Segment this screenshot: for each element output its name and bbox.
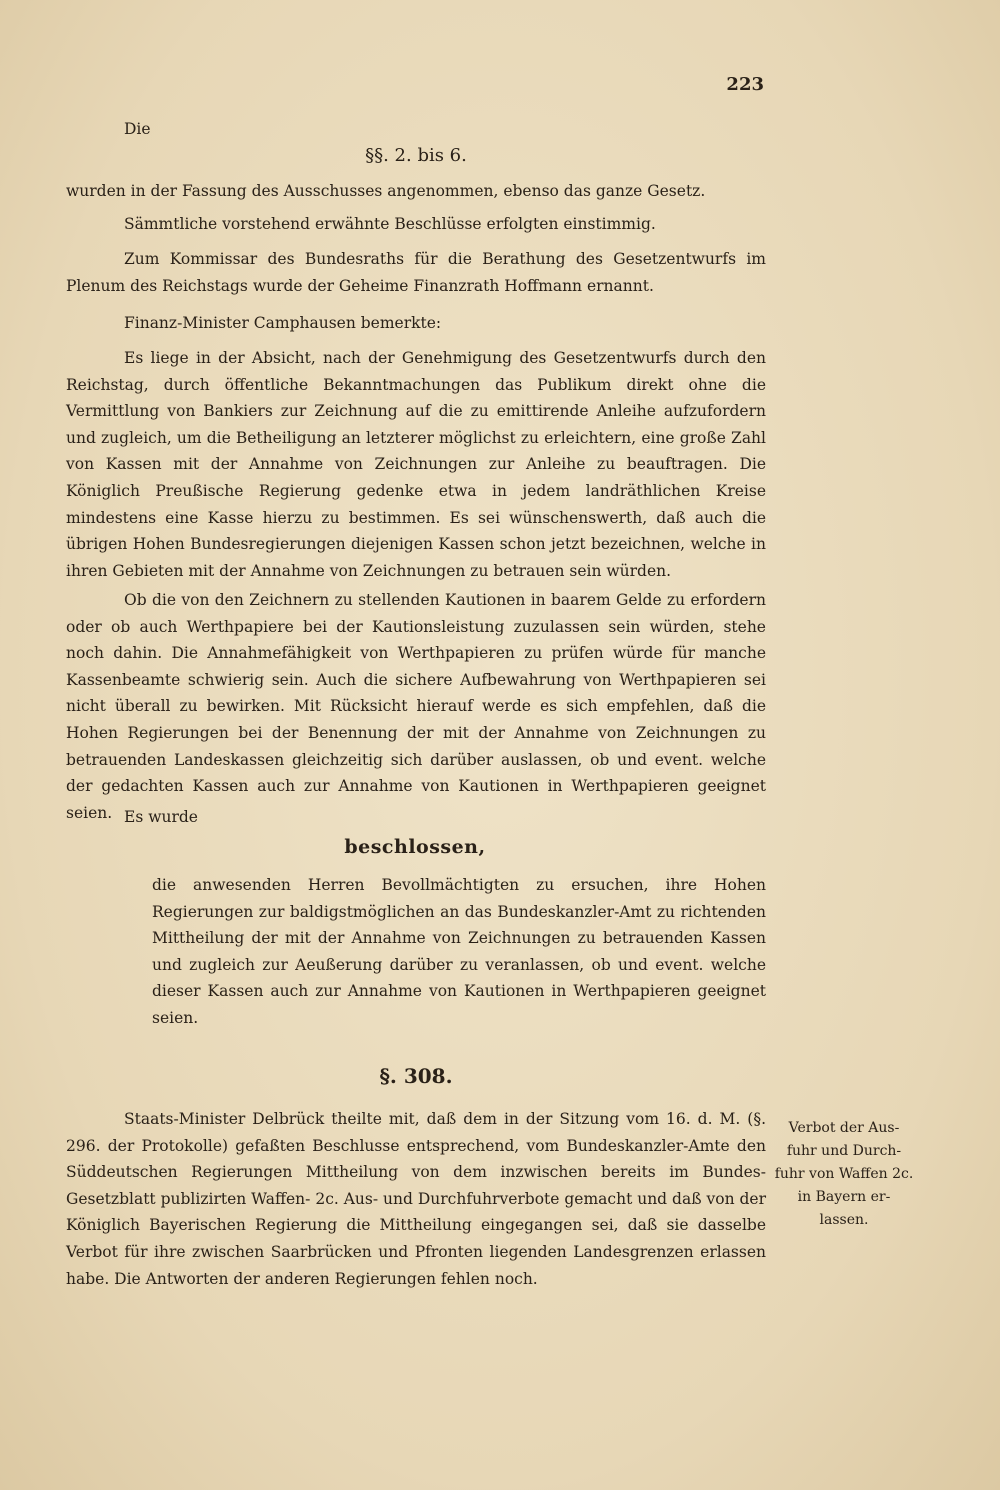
camphausen-intro: Finanz-Minister Camphausen bemerkte: (124, 314, 442, 332)
paragraph-text: Staats-Minister Delbrück theilte mit, daß dem in der Sitzung vom 16. d. M. (§. 296. der Protokolle) gefaßten Beschlusse entsprechend, vom Bundeskanzler-Amte den Süddeutschen Regierungen Mittheilung von dem inzwischen bereits im Bundes-Gesetzblatt publizirten Waffen- 2c. Aus- und Durchfuhrverbote gemacht und daß von der Königlich Bayerischen Regierung die Mittheilung eingegangen sei, daß sie dasselbe Verbot für ihre zwischen Saarbrücken und Pfronten liegenden Landesgrenzen erlassen habe. Die Antworten der anderen Regierungen fehlen noch. (66, 1110, 766, 1288)
resolution-text (152, 872, 766, 1032)
paragraph-text: Zum Kommissar des Bundesraths für die Berathung des Gesetzentwurfs im Plenum des Reichstags wurde der Geheime Finanzrath Hoffmann ernannt. (66, 250, 766, 295)
paragraph-text: Ob die von den Zeichnern zu stellenden Kautionen in baarem Gelde zu erfordern oder ob auch Werthpapiere bei der Kautionsleistung zuzulassen sein würden, stehe noch dahin. Die Annahmefähigkeit von Werthpapieren zu prüfen würde für manche Kassenbeamte schwierig sein. Auch die sichere Aufbewahrung von Werthpapieren sei nicht überall zu bewirken. Mit Rücksicht hierauf werde es sich empfehlen, daß die Hohen Regierungen bei der Benennung der mit der Annahme von Zeichnungen zu betrauenden Landeskassen gleichzeitig sich darüber auslassen, ob und event. welche der gedachten Kassen auch zur Annahme von Kautionen in Werthpapieren geeignet seien. (66, 591, 766, 822)
text-line: wurden in der Fassung des Ausschusses angenommen, ebenso das ganze Gesetz. (66, 182, 706, 200)
margin-note (774, 1117, 914, 1232)
page-number: 223 (726, 74, 764, 95)
kommissar-paragraph (66, 246, 766, 299)
margin-note-text: Verbot der Aus-fuhr und Durch-fuhr von Waffen 2c. in Bayern er-lassen. (774, 1120, 914, 1228)
paragraph-text: Es liege in der Absicht, nach der Genehmigung des Gesetzentwurfs durch den Reichstag, durch öffentliche Bekanntmachungen das Publikum direkt ohne die Vermittlung von Bankiers zur Zeichnung auf die zu emittirende Anleihe aufzufordern und zugleich, um die Betheiligung an letzterer möglichst zu erleichtern, eine große Zahl von Kassen mit der Annahme von Zeichnungen zur Anleihe zu beauftragen. Die Königlich Preußische Regierung gedenke etwa in jedem landräthlichen Kreise mindestens eine Kasse hierzu zu bestimmen. Es sei wünschenswerth, daß auch die übrigen Hohen Bundesregierungen diejenigen Kassen schon jetzt bezeichnen, welche in ihren Gebieten mit der Annahme von Zeichnungen zu betrauen sein würden. (66, 349, 766, 580)
section-heading-2-6: §§. 2. bis 6. (365, 145, 467, 166)
paragraph-kautionen (66, 587, 766, 826)
intro-word: Die (124, 120, 151, 138)
paragraph-text: die anwesenden Herren Bevollmächtigten zu ersuchen, ihre Hohen Regierungen zur baldigstmöglichen an das Bundeskanzler-Amt zu richtenden Mittheilung der mit der Annahme von Zeichnungen zu betrauenden Kassen und zugleich zur Aeußerung darüber zu veranlassen, ob und event. welche dieser Kassen auch zur Annahme von Kautionen in Werthpapieren geeignet seien. (152, 876, 766, 1027)
beschlossen-heading: beschlossen, (344, 836, 486, 858)
text-line: Sämmtliche vorstehend erwähnte Beschlüsse erfolgten einstimmig. (124, 215, 656, 233)
section-heading-308: §. 308. (379, 1064, 453, 1088)
paragraph-anleihe (66, 345, 766, 584)
paragraph-308 (66, 1106, 766, 1292)
es-wurde: Es wurde (124, 808, 198, 826)
